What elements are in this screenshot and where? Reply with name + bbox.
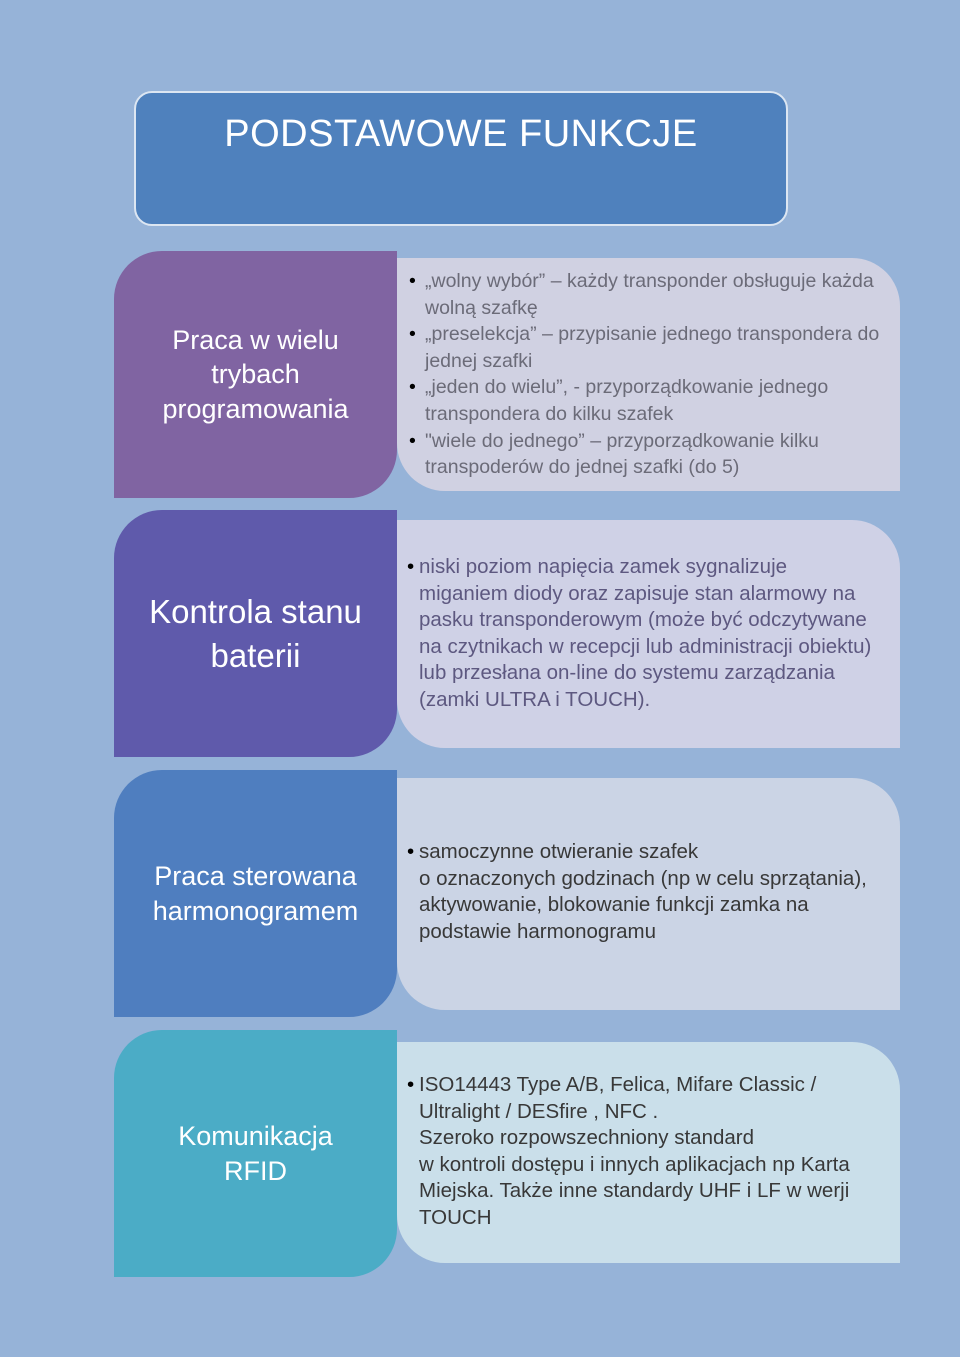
- detail-box-programming-modes: [397, 258, 900, 491]
- detail-box-schedule-control: [397, 778, 900, 1010]
- label-schedule-control: Praca sterowana harmonogramem: [152, 860, 359, 926]
- label-programming-modes: Praca w wielu trybach programowania: [162, 324, 349, 424]
- label-battery-control: Kontrola stanu baterii: [149, 592, 362, 674]
- title-box: [134, 91, 788, 226]
- list-item: • niski poziom napięcia zamek sygnalizuje miganiem diody oraz zapisuje stan alarmowy na pasku transponderowym (może być odczytywane na czytnikach w recepcji lub administracji obiektu) lub przesłana on-line do systemu zarządzania (zamki ULTRA i TOUCH).: [407, 554, 880, 714]
- detail-box-battery-control: [397, 520, 900, 748]
- label-box-battery-control: [114, 510, 397, 757]
- label-box-rfid-communication: [114, 1030, 397, 1277]
- list-item: • ISO14443 Type A/B, Felica, Mifare Classic / Ultralight / DESfire , NFC . Szeroko rozpowszechniony standard w kontroli dostępu i innych aplikacjach np Karta Miejska. Także inne standardy UHF i LF w werji TOUCH: [407, 1072, 880, 1232]
- list-item: • "wiele do jednego” – przyporządkowanie kilku transpoderów do jednej szafki (do 5): [409, 428, 880, 481]
- list-item: • samoczynne otwieranie szafek o oznaczonych godzinach (np w celu sprzątania), aktywowanie, blokowanie funkcji zamka na podstawie harmonogramu: [407, 839, 880, 945]
- list-item: • „wolny wybór” – każdy transponder obsługuje każda wolną szafkę: [409, 268, 880, 321]
- label-box-programming-modes: [114, 251, 397, 498]
- detail-box-rfid-communication: [397, 1042, 900, 1263]
- list-item: • „preselekcja” – przypisanie jednego transpondera do jednej szafki: [409, 321, 880, 374]
- label-rfid-communication: Komunikacja RFID: [178, 1120, 333, 1186]
- label-box-schedule-control: [114, 770, 397, 1017]
- page-title: PODSTAWOWE FUNKCJE: [224, 113, 698, 155]
- list-item: • „jeden do wielu”, - przyporządkowanie jednego transpondera do kilku szafek: [409, 374, 880, 427]
